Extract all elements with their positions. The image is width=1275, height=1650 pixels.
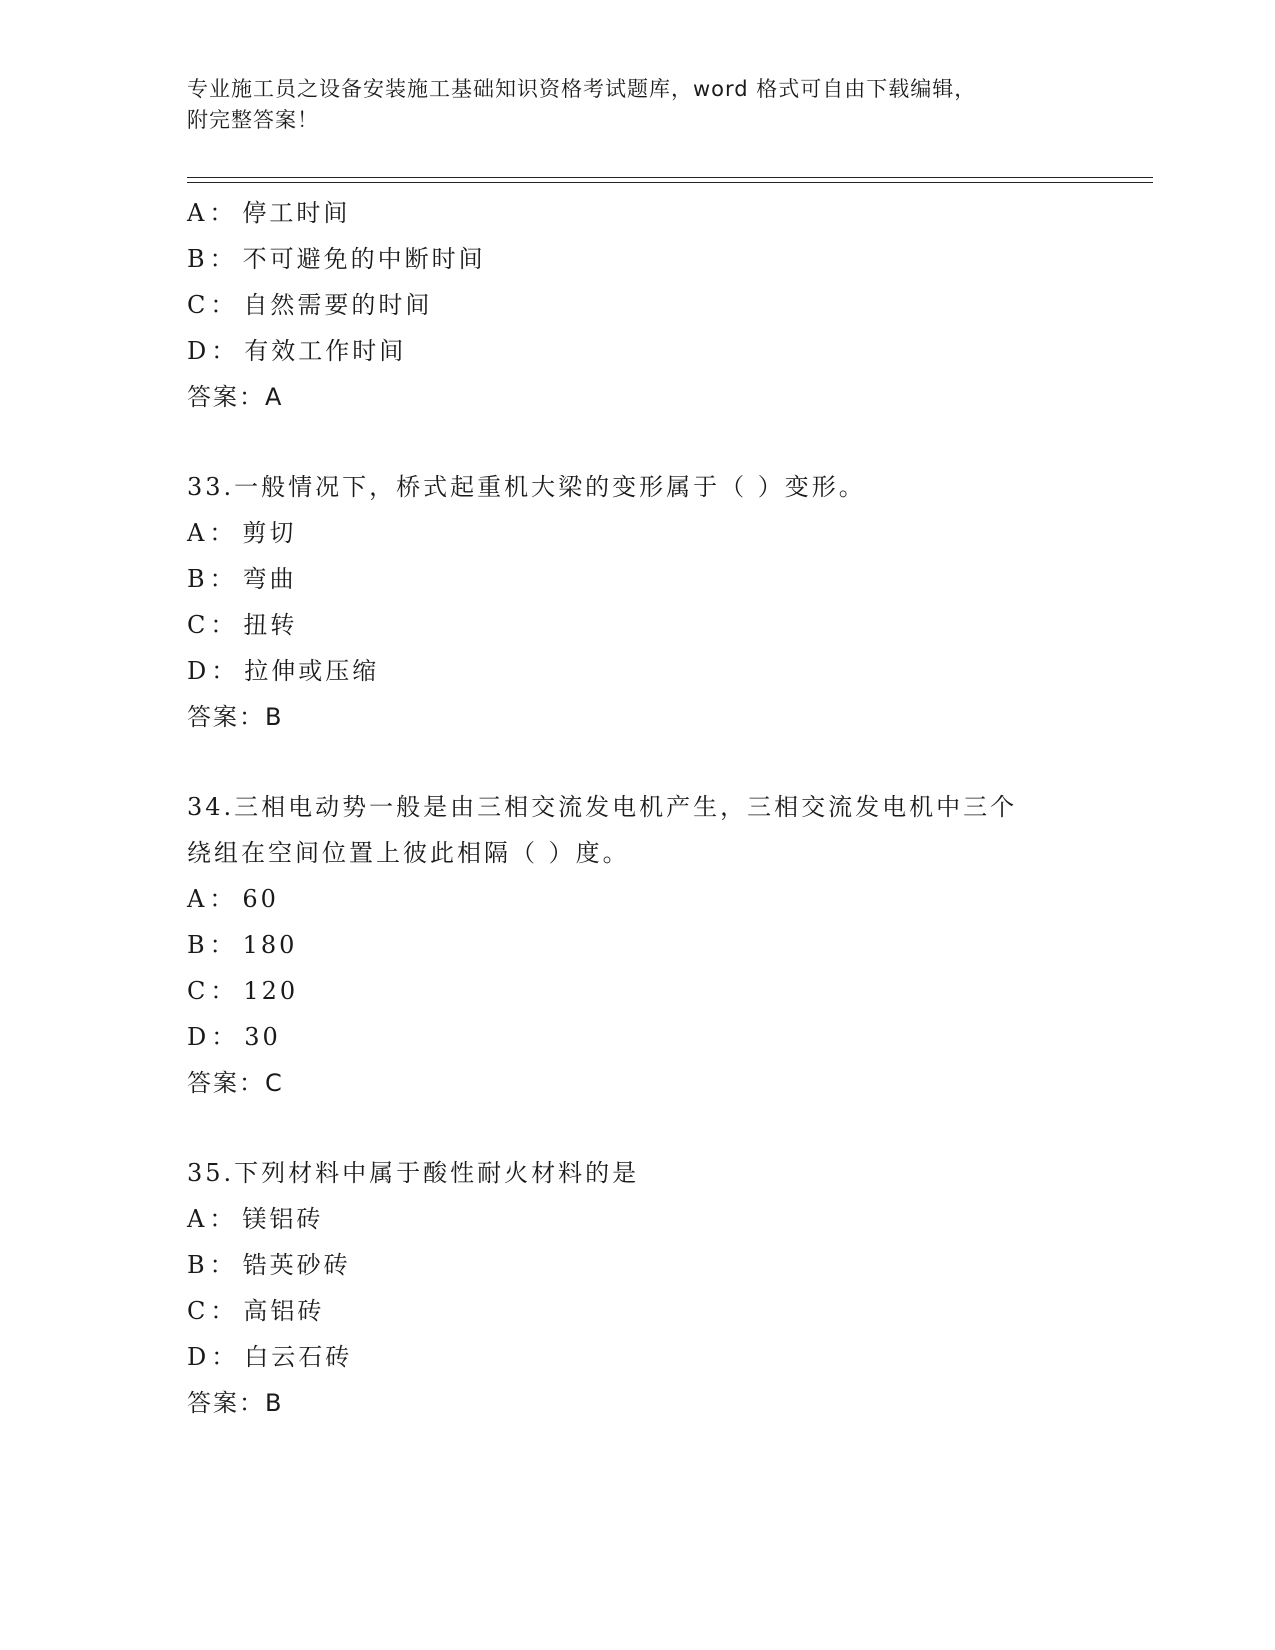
header-divider-bottom xyxy=(187,182,1153,183)
question-33 xyxy=(187,464,1127,740)
answer-line xyxy=(187,374,1127,420)
answer-line xyxy=(187,1060,1127,1106)
answer-value: B xyxy=(265,703,284,731)
answer-line xyxy=(187,694,1127,740)
option-letter: B xyxy=(187,931,208,959)
option-text: 180 xyxy=(242,931,298,959)
option-letter: C xyxy=(187,611,209,639)
option-separator: ： xyxy=(209,199,237,227)
question-stem: 35.下列材料中属于酸性耐火材料的是 xyxy=(187,1159,640,1187)
answer-label: 答案： xyxy=(187,1069,265,1097)
answer-label: 答案： xyxy=(187,703,265,731)
option-b xyxy=(187,556,1127,602)
option-a xyxy=(187,190,1127,236)
option-letter: A xyxy=(187,885,208,913)
option-separator: ： xyxy=(211,1023,239,1051)
answer-value: A xyxy=(265,383,284,411)
option-separator: ： xyxy=(209,931,237,959)
option-separator: ： xyxy=(209,519,237,547)
option-separator: ： xyxy=(209,245,237,273)
option-separator: ： xyxy=(209,565,237,593)
option-text: 有效工作时间 xyxy=(244,337,407,365)
question-35 xyxy=(187,1150,1127,1426)
option-text: 停工时间 xyxy=(242,199,351,227)
option-text: 高铝砖 xyxy=(243,1297,325,1325)
option-separator: ： xyxy=(210,291,238,319)
question-stem: 33.一般情况下，桥式起重机大梁的变形属于（ ）变形。 xyxy=(187,473,866,501)
option-text: 白云石砖 xyxy=(244,1343,353,1371)
option-letter: B xyxy=(187,1251,208,1279)
question-32 xyxy=(187,190,1127,420)
option-d xyxy=(187,648,1127,694)
header-line-2: 附完整答案！ xyxy=(187,108,319,132)
option-letter: C xyxy=(187,977,209,1005)
document-header xyxy=(187,74,1087,136)
option-separator: ： xyxy=(210,977,238,1005)
question-stem-line-1: 34.三相电动势一般是由三相交流发电机产生，三相交流发电机中三个 xyxy=(187,793,1018,821)
option-text: 弯曲 xyxy=(242,565,297,593)
option-separator: ： xyxy=(211,337,239,365)
option-text: 不可避免的中断时间 xyxy=(242,245,486,273)
answer-line xyxy=(187,1380,1127,1426)
question-list xyxy=(187,190,1127,1426)
option-c xyxy=(187,968,1127,1014)
option-text: 镁铝砖 xyxy=(242,1205,324,1233)
option-c xyxy=(187,282,1127,328)
option-d xyxy=(187,328,1127,374)
option-c xyxy=(187,602,1127,648)
option-text: 60 xyxy=(242,885,279,913)
option-letter: D xyxy=(187,657,210,685)
option-separator: ： xyxy=(209,1205,237,1233)
answer-label: 答案： xyxy=(187,383,265,411)
header-divider-top xyxy=(187,177,1153,178)
option-separator: ： xyxy=(209,885,237,913)
option-text: 剪切 xyxy=(242,519,297,547)
question-stem-line-2: 绕组在空间位置上彼此相隔（ ）度。 xyxy=(187,839,630,867)
option-letter: D xyxy=(187,1343,210,1371)
option-letter: A xyxy=(187,1205,208,1233)
option-separator: ： xyxy=(211,1343,239,1371)
option-letter: B xyxy=(187,245,208,273)
option-text: 扭转 xyxy=(243,611,298,639)
option-separator: ： xyxy=(211,657,239,685)
option-a xyxy=(187,876,1127,922)
option-b xyxy=(187,236,1127,282)
option-text: 自然需要的时间 xyxy=(243,291,433,319)
option-b xyxy=(187,1242,1127,1288)
option-letter: C xyxy=(187,1297,209,1325)
option-separator: ： xyxy=(210,611,238,639)
answer-value: B xyxy=(265,1389,284,1417)
header-line-1: 专业施工员之设备安装施工基础知识资格考试题库，word 格式可自由下载编辑， xyxy=(187,77,977,101)
option-letter: C xyxy=(187,291,209,319)
option-a xyxy=(187,510,1127,556)
answer-label: 答案： xyxy=(187,1389,265,1417)
option-letter: D xyxy=(187,1023,210,1051)
option-letter: A xyxy=(187,519,208,547)
answer-value: C xyxy=(265,1069,284,1097)
option-text: 30 xyxy=(244,1023,281,1051)
option-separator: ： xyxy=(210,1297,238,1325)
option-d xyxy=(187,1014,1127,1060)
option-b xyxy=(187,922,1127,968)
option-text: 拉伸或压缩 xyxy=(244,657,380,685)
question-34 xyxy=(187,784,1127,1106)
option-letter: B xyxy=(187,565,208,593)
option-text: 120 xyxy=(243,977,299,1005)
option-c xyxy=(187,1288,1127,1334)
option-a xyxy=(187,1196,1127,1242)
option-text: 锆英砂砖 xyxy=(242,1251,351,1279)
option-letter: D xyxy=(187,337,210,365)
option-letter: A xyxy=(187,199,208,227)
option-separator: ： xyxy=(209,1251,237,1279)
option-d xyxy=(187,1334,1127,1380)
